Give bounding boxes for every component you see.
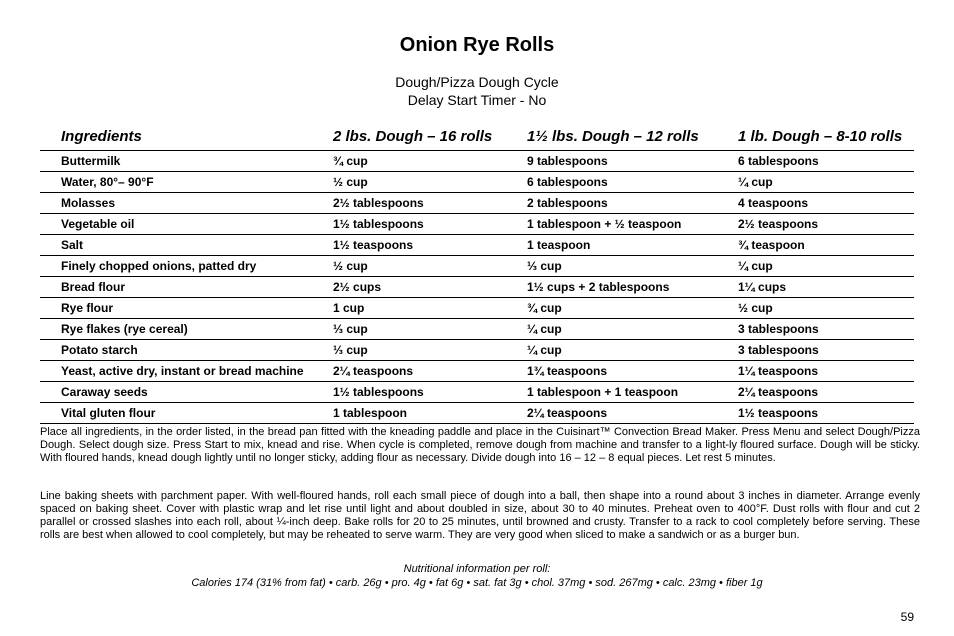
ingredient-name: Rye flakes (rye cereal) [61, 322, 188, 336]
ingredient-name: Buttermilk [61, 154, 121, 168]
table-row [40, 361, 914, 382]
amount-1lb: 1½ teaspoons [738, 406, 819, 420]
amount-1lb: 2¼ teaspoons [738, 385, 819, 399]
table-row [40, 193, 914, 214]
ingredient-name: Finely chopped onions, patted dry [61, 259, 257, 273]
amount-1lb: 4 teaspoons [738, 196, 809, 210]
ingredient-name: Caraway seeds [61, 385, 148, 399]
table-row [40, 235, 914, 256]
header-1-5lb: 1½ lbs. Dough – 12 rolls [527, 128, 699, 145]
ingredient-name: Vital gluten flour [61, 406, 156, 420]
ingredients-table [40, 150, 914, 424]
amount-2lb: 1½ teaspoons [333, 238, 414, 252]
amount-2lb: ½ cup [333, 259, 368, 273]
amount-2lb: ½ cup [333, 175, 368, 189]
page-title: Onion Rye Rolls [399, 34, 555, 56]
ingredient-name: Rye flour [61, 301, 114, 315]
amount-2lb: ⅓ cup [333, 343, 368, 357]
header-1lb: 1 lb. Dough – 8-10 rolls [738, 128, 903, 145]
amount-1-5lb: ¼ cup [527, 343, 562, 357]
amount-1-5lb: 6 tablespoons [527, 175, 608, 189]
ingredient-name: Molasses [61, 196, 116, 210]
table-row [40, 277, 914, 298]
amount-2lb: 1½ tablespoons [333, 385, 424, 399]
table-row [40, 340, 914, 361]
nutrition-label: Nutritional information per roll: [403, 563, 551, 575]
ingredient-name: Vegetable oil [61, 217, 135, 231]
amount-1lb: ¾ teaspoon [738, 238, 805, 252]
amount-1lb: ¼ cup [738, 175, 773, 189]
ingredient-name: Bread flour [61, 280, 126, 294]
amount-2lb: ⅓ cup [333, 322, 368, 336]
amount-1lb: 1¼ cups [738, 280, 787, 294]
amount-2lb: 2½ tablespoons [333, 196, 424, 210]
table-row [40, 298, 914, 319]
nutrition-values: Calories 174 (31% from fat) • carb. 26g • pro. 4g • fat 6g • sat. fat 3g • chol. 37mg • sod. 267mg • calc. 23mg • fiber 1g [191, 577, 763, 589]
amount-2lb: 2½ cups [333, 280, 382, 294]
amount-1-5lb: 1 tablespoon + ½ teaspoon [527, 217, 682, 231]
table-row [40, 403, 914, 424]
amount-1-5lb: 2 tablespoons [527, 196, 608, 210]
amount-1-5lb: 9 tablespoons [527, 154, 608, 168]
table-header [40, 128, 914, 150]
amount-1-5lb: 1 tablespoon + 1 teaspoon [527, 385, 679, 399]
amount-1lb: 3 tablespoons [738, 322, 819, 336]
amount-2lb: 1½ tablespoons [333, 217, 424, 231]
cycle-subtitle: Dough/Pizza Dough Cycle [395, 74, 559, 90]
amount-1-5lb: 1¾ teaspoons [527, 364, 608, 378]
amount-1-5lb: ¾ cup [527, 301, 562, 315]
ingredient-name: Potato starch [61, 343, 138, 357]
table-row [40, 319, 914, 340]
amount-1lb: ½ cup [738, 301, 773, 315]
amount-1-5lb: ⅓ cup [527, 259, 562, 273]
amount-2lb: 1 tablespoon [333, 406, 408, 420]
table-row [40, 256, 914, 277]
ingredient-name: Water, 80°– 90°F [61, 175, 154, 189]
amount-1lb: 2½ teaspoons [738, 217, 819, 231]
amount-2lb: 2¼ teaspoons [333, 364, 414, 378]
table-row [40, 151, 914, 172]
table-row [40, 382, 914, 403]
header-2lb: 2 lbs. Dough – 16 rolls [333, 128, 493, 145]
amount-2lb: ¾ cup [333, 154, 368, 168]
ingredient-name: Salt [61, 238, 84, 252]
page-number: 59 [900, 610, 914, 624]
timer-subtitle: Delay Start Timer - No [407, 92, 547, 108]
instructions-paragraph-1: Place all ingredients, in the order listed, in the bread pan fitted with the kneading paddle and place in the Cuisinart™ Convection Bread Maker. Press Menu and select Dough/Pizza Dough. Select dough size. Press Start to mix, knead and rise. When cycle is completed, remove dough from machine and transfer to a light-ly floured surface. Dough will be sticky. With floured hands, knead dough lightly until no longer sticky, adding flour as necessary. Divide dough into 16 – 12 – 8 equal pieces. Let rest 5 minutes. [40, 426, 920, 464]
amount-1-5lb: 1½ cups + 2 tablespoons [527, 280, 670, 294]
amount-1-5lb: 1 teaspoon [527, 238, 591, 252]
ingredient-name: Yeast, active dry, instant or bread machine [61, 364, 304, 378]
amount-1lb: 3 tablespoons [738, 343, 819, 357]
table-row [40, 172, 914, 193]
amount-2lb: 1 cup [333, 301, 365, 315]
amount-1-5lb: ¼ cup [527, 322, 562, 336]
instructions-paragraph-2: Line baking sheets with parchment paper. With well-floured hands, roll each small piece of dough into a ball, then shape into a round about 3 inches in diameter. Arrange evenly spaced on baking sheet. Cover with plastic wrap and let rise until light and about doubled in size, about 30 to 40 minutes. Preheat oven to 400°F. Dust rolls with flour and cut 2 parallel or crossed slashes into each roll, about ¼-inch deep. Bake rolls for 20 to 25 minutes, until browned and crusty. Transfer to a rack to cool completely before serving. These rolls are best when allowed to cool completely, but may be reheated to serve warm. They are very good when sliced to make a sandwich or as a burger bun. [40, 490, 920, 541]
amount-1-5lb: 2¼ teaspoons [527, 406, 608, 420]
header-ingredients: Ingredients [61, 128, 142, 145]
amount-1lb: 6 tablespoons [738, 154, 819, 168]
amount-1lb: ¼ cup [738, 259, 773, 273]
table-row [40, 214, 914, 235]
amount-1lb: 1¼ teaspoons [738, 364, 819, 378]
